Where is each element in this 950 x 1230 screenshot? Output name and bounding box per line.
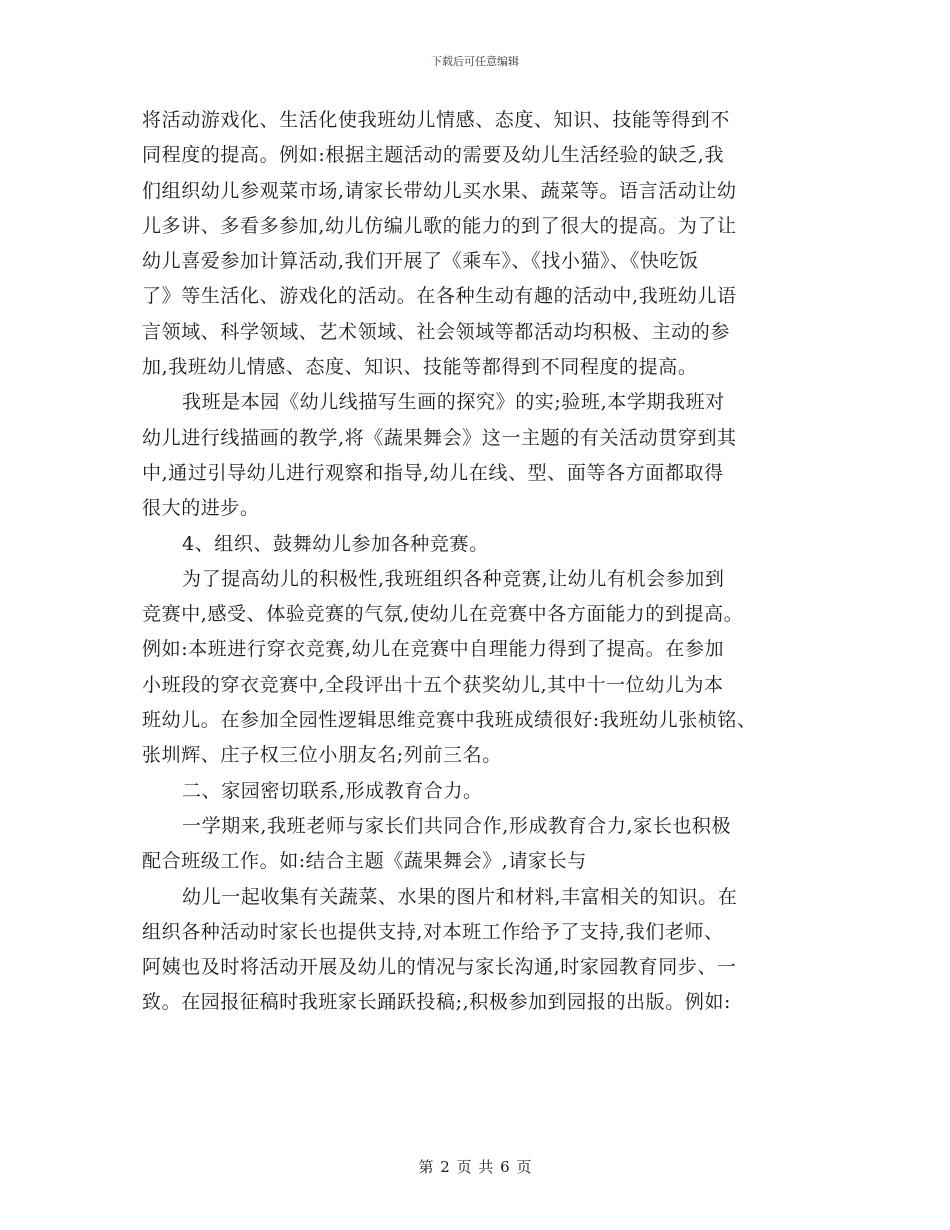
text-line: 我班是本园《幼儿线描写生画的探究》的实;验班,本学期我班对 (182, 391, 725, 414)
text-line: 同程度的提高。例如:根据主题活动的需要及幼儿生活经验的缺乏,我 (142, 144, 725, 167)
text-line: 小班段的穿衣竞赛中,全段评出十五个获奖幼儿,其中十一位幼儿为本 (142, 673, 724, 696)
text-line: 例如:本班进行穿衣竞赛,幼儿在竞赛中自理能力得到了提高。在参加 (142, 638, 725, 661)
text-line: 二、家园密切联系,形成教育合力。 (182, 779, 483, 802)
text-line: 一学期来,我班老师与家长们共同合作,形成教育合力,家长也积极 (182, 814, 732, 837)
page-footer: 第 2 页 共 6 页 (418, 1158, 532, 1176)
text-line: 组织各种活动时家长也提供支持,对本班工作给予了支持,我们老师、 (142, 920, 724, 943)
text-line: 为了提高幼儿的积极性,我班组织各种竞赛,让幼儿有机会参加到 (182, 567, 725, 590)
text-line: 班幼儿。在参加全园性逻辑思维竞赛中我班成绩很好:我班幼儿张桢铭、 (142, 709, 757, 732)
text-line: 们组织幼儿参观菜市场,请家长带幼儿买水果、蔬菜等。语言活动让幼 (142, 179, 737, 202)
text-line: 阿姨也及时将活动开展及幼儿的情况与家长沟通,时家园教育同步、一 (142, 956, 737, 979)
text-line: 加,我班幼儿情感、态度、知识、技能等都得到不同程度的提高。 (142, 356, 698, 379)
text-line: 竞赛中,感受、体验竞赛的气氛,使幼儿在竞赛中各方面能力的到提高。 (142, 603, 744, 626)
text-line: 了》等生活化、游戏化的活动。在各种生动有趣的活动中,我班幼儿语 (142, 285, 737, 308)
text-line: 幼儿进行线描画的教学,将《蔬果舞会》这一主题的有关活动贯穿到其 (142, 426, 737, 449)
text-line: 儿多讲、多看多参加,幼儿仿编儿歌的能力的到了很大的提高。为了让 (142, 214, 737, 237)
text-line: 中,通过引导幼儿进行观察和指导,幼儿在线、型、面等各方面都取得 (142, 461, 724, 484)
text-line: 幼儿一起收集有关蔬菜、水果的图片和材料,丰富相关的知识。在 (182, 885, 738, 908)
text-line: 致。在园报征稿时我班家长踊跃投稿;,积极参加到园报的出版。例如: (142, 991, 732, 1014)
text-line: 幼儿喜爱参加计算活动,我们开展了《乘车》、《找小猫》、《快吃饭 (142, 250, 699, 273)
text-line: 张圳辉、庄子权三位小朋友名;列前三名。 (142, 744, 502, 767)
text-line: 4、组织、鼓舞幼儿参加各种竞赛。 (182, 532, 489, 555)
text-line: 将活动游戏化、生活化使我班幼儿情感、态度、知识、技能等得到不 (142, 109, 731, 131)
text-line: 很大的进步。 (142, 497, 260, 520)
page-header: 下载后可任意编辑 (431, 55, 519, 68)
document-body (142, 103, 842, 1021)
text-line: 言领域、科学领域、艺术领域、社会领域等都活动均积极、主动的参 (142, 320, 731, 343)
text-line: 配合班级工作。如:结合主题《蔬果舞会》,请家长与 (142, 850, 587, 873)
